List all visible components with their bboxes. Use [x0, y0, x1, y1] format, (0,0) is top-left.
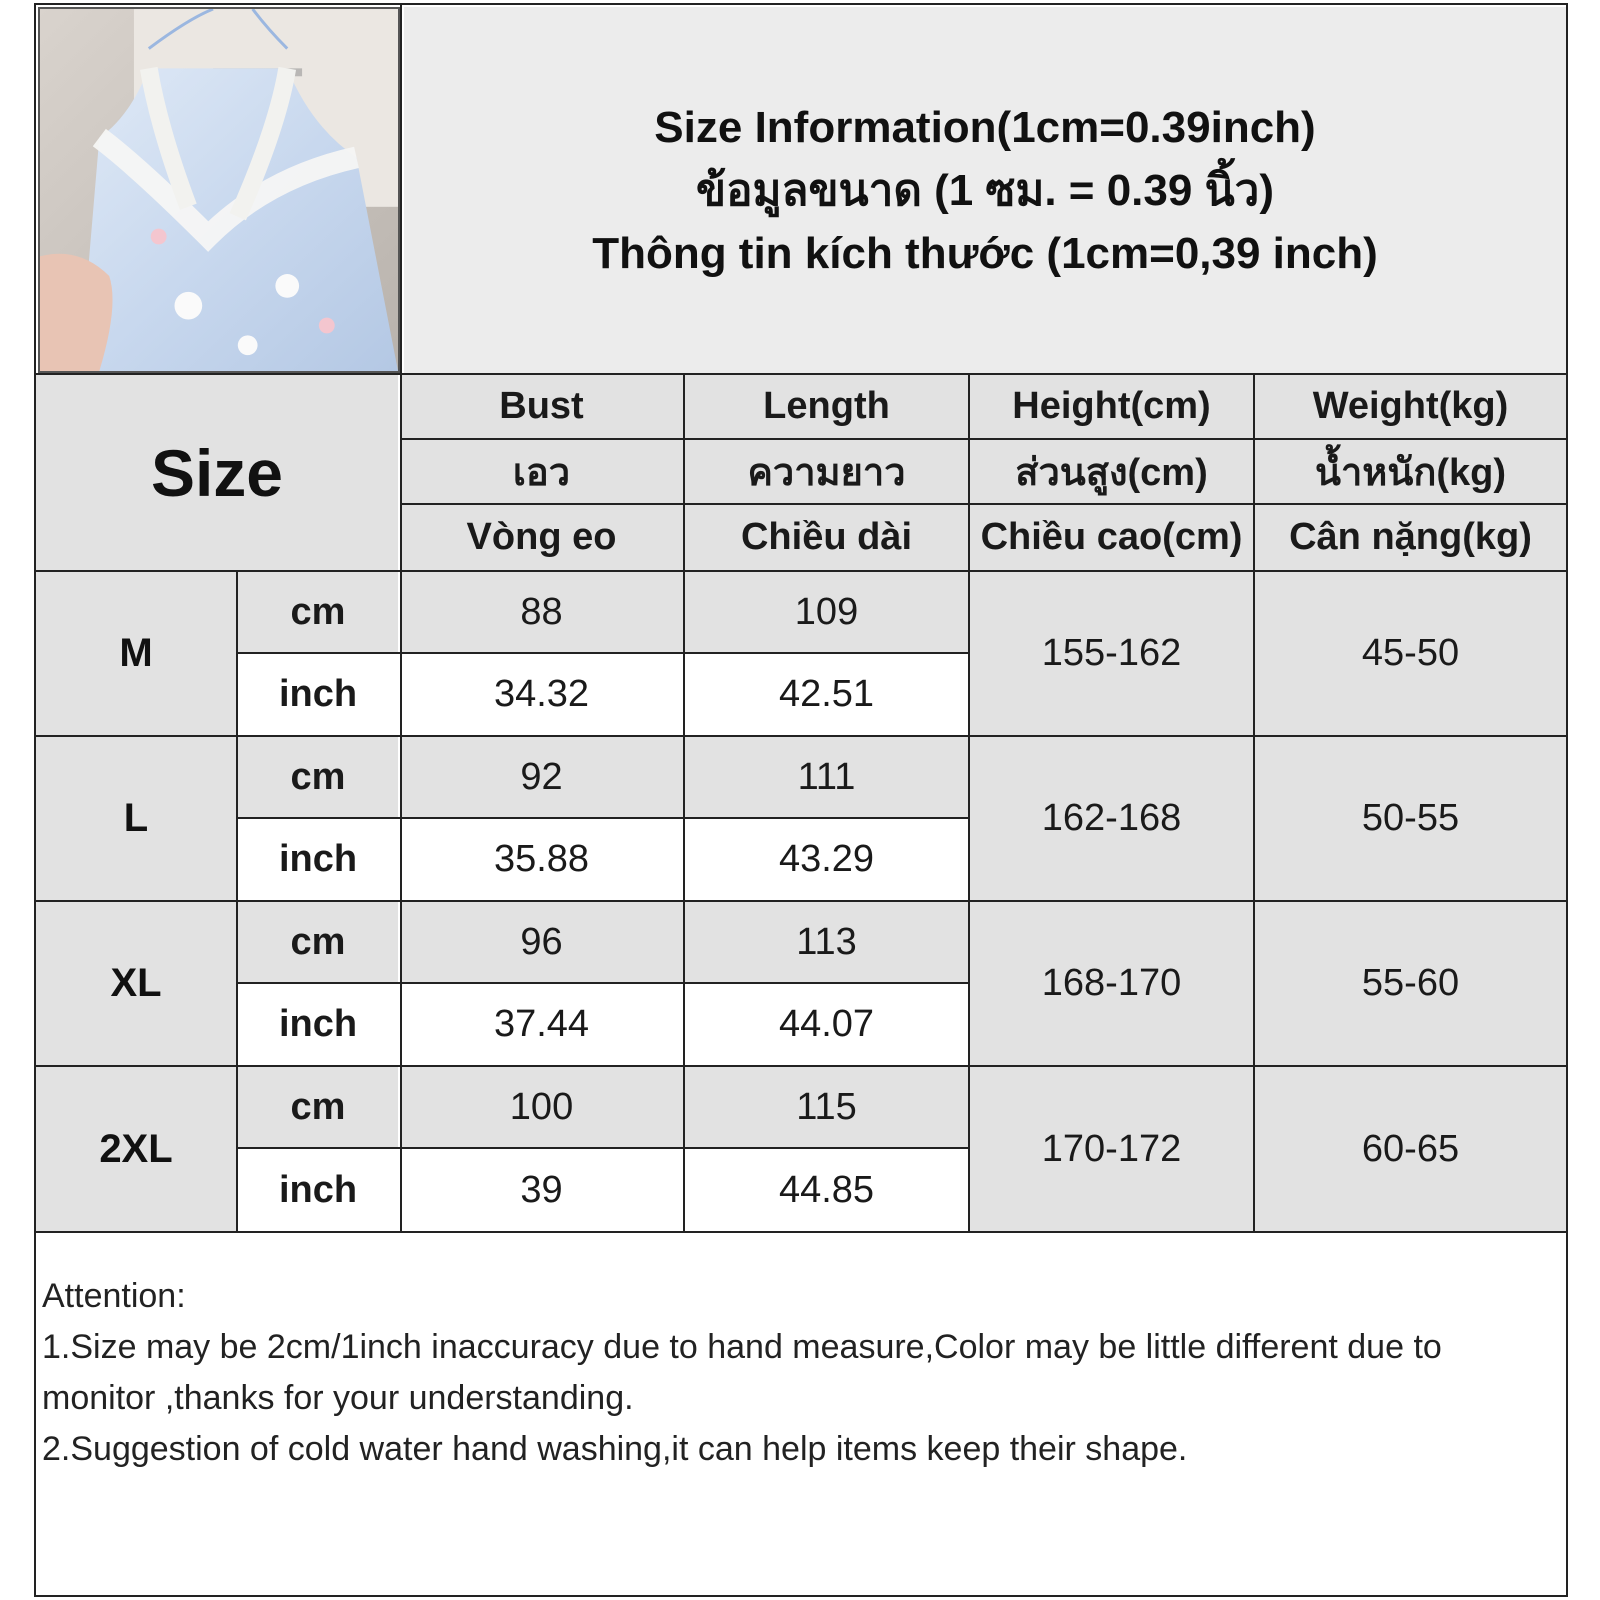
unit-cm-m: cm: [238, 572, 398, 652]
grid-line: [238, 817, 968, 819]
bust-inch-2xl: 39: [400, 1149, 683, 1231]
grid-line: [400, 5, 402, 1231]
col-weight-th: น้ำหนัก(kg): [1255, 440, 1566, 503]
grid-line: [1253, 373, 1255, 1231]
size-header-cell: [36, 375, 398, 570]
product-photo-image: [40, 9, 398, 371]
height-xl: 168-170: [970, 902, 1253, 1065]
grid-line: [238, 1147, 968, 1149]
unit-cm-l: cm: [238, 737, 398, 817]
product-photo: [38, 7, 400, 373]
col-length-en: Length: [685, 375, 968, 438]
attention-heading: Attention:: [42, 1277, 186, 1315]
grid-line: [400, 438, 1566, 440]
bust-inch-l: 35.88: [400, 819, 683, 900]
col-height-en: Height(cm): [970, 375, 1253, 438]
length-inch-m: 42.51: [685, 654, 968, 735]
col-height-th: ส่วนสูง(cm): [970, 440, 1253, 503]
bust-cm-l: 92: [400, 737, 683, 817]
length-cm-l: 111: [685, 737, 968, 817]
unit-cm-2xl: cm: [238, 1067, 398, 1147]
col-bust-vi: Vòng eo: [400, 505, 683, 570]
weight-m: 45-50: [1255, 572, 1566, 735]
grid-line: [400, 503, 1566, 505]
bust-cm-xl: 96: [400, 902, 683, 982]
col-bust-th: เอว: [400, 440, 683, 503]
weight-2xl: 60-65: [1255, 1067, 1566, 1231]
unit-inch-l: inch: [238, 819, 398, 900]
bust-inch-xl: 37.44: [400, 984, 683, 1065]
length-inch-2xl: 44.85: [685, 1149, 968, 1231]
unit-cm-xl: cm: [238, 902, 398, 982]
grid-line: [238, 982, 968, 984]
size-cell-2xl: 2XL: [36, 1067, 236, 1231]
length-cm-2xl: 115: [685, 1067, 968, 1147]
col-bust-en: Bust: [400, 375, 683, 438]
length-cm-xl: 113: [685, 902, 968, 982]
height-m: 155-162: [970, 572, 1253, 735]
col-weight-en: Weight(kg): [1255, 375, 1566, 438]
grid-line: [238, 652, 968, 654]
grid-line: [36, 1231, 1566, 1233]
title-english: Size Information(1cm=0.39inch): [654, 102, 1316, 152]
attention-note-2: 2.Suggestion of cold water hand washing,it can help items keep their shape.: [42, 1430, 1188, 1468]
size-cell-l: L: [36, 737, 236, 900]
grid-line: [36, 900, 1566, 902]
attention-note-1: 1.Size may be 2cm/1inch inaccuracy due to hand measure,Color may be little different due to monitor ,thanks for your understanding.: [42, 1328, 1442, 1417]
bust-cm-m: 88: [400, 572, 683, 652]
unit-inch-m: inch: [238, 654, 398, 735]
size-chart-sheet: [34, 3, 1568, 1597]
title-thai: ข้อมูลขนาด (1 ซม. = 0.39 นิ้ว): [695, 165, 1274, 215]
grid-line: [36, 1065, 1566, 1067]
grid-line: [36, 570, 1566, 572]
height-2xl: 170-172: [970, 1067, 1253, 1231]
bust-cm-2xl: 100: [400, 1067, 683, 1147]
grid-line: [36, 735, 1566, 737]
col-length-vi: Chiều dài: [685, 505, 968, 570]
attention-notes: [42, 1271, 1562, 1475]
weight-xl: 55-60: [1255, 902, 1566, 1065]
col-length-th: ความยาว: [685, 440, 968, 503]
grid-line: [36, 373, 1566, 375]
weight-l: 50-55: [1255, 737, 1566, 900]
length-cm-m: 109: [685, 572, 968, 652]
col-weight-vi: Cân nặng(kg): [1255, 505, 1566, 570]
height-l: 162-168: [970, 737, 1253, 900]
unit-inch-xl: inch: [238, 984, 398, 1065]
bust-inch-m: 34.32: [400, 654, 683, 735]
grid-line: [968, 373, 970, 1231]
grid-line: [236, 570, 238, 1231]
title-box: [404, 7, 1566, 373]
grid-line: [683, 373, 685, 1231]
size-cell-xl: XL: [36, 902, 236, 1065]
col-height-vi: Chiều cao(cm): [970, 505, 1253, 570]
unit-inch-2xl: inch: [238, 1149, 398, 1231]
size-header-label: Size: [150, 435, 284, 510]
title-vietnamese: Thông tin kích thước (1cm=0,39 inch): [592, 228, 1378, 278]
length-inch-xl: 44.07: [685, 984, 968, 1065]
size-cell-m: M: [36, 572, 236, 735]
length-inch-l: 43.29: [685, 819, 968, 900]
